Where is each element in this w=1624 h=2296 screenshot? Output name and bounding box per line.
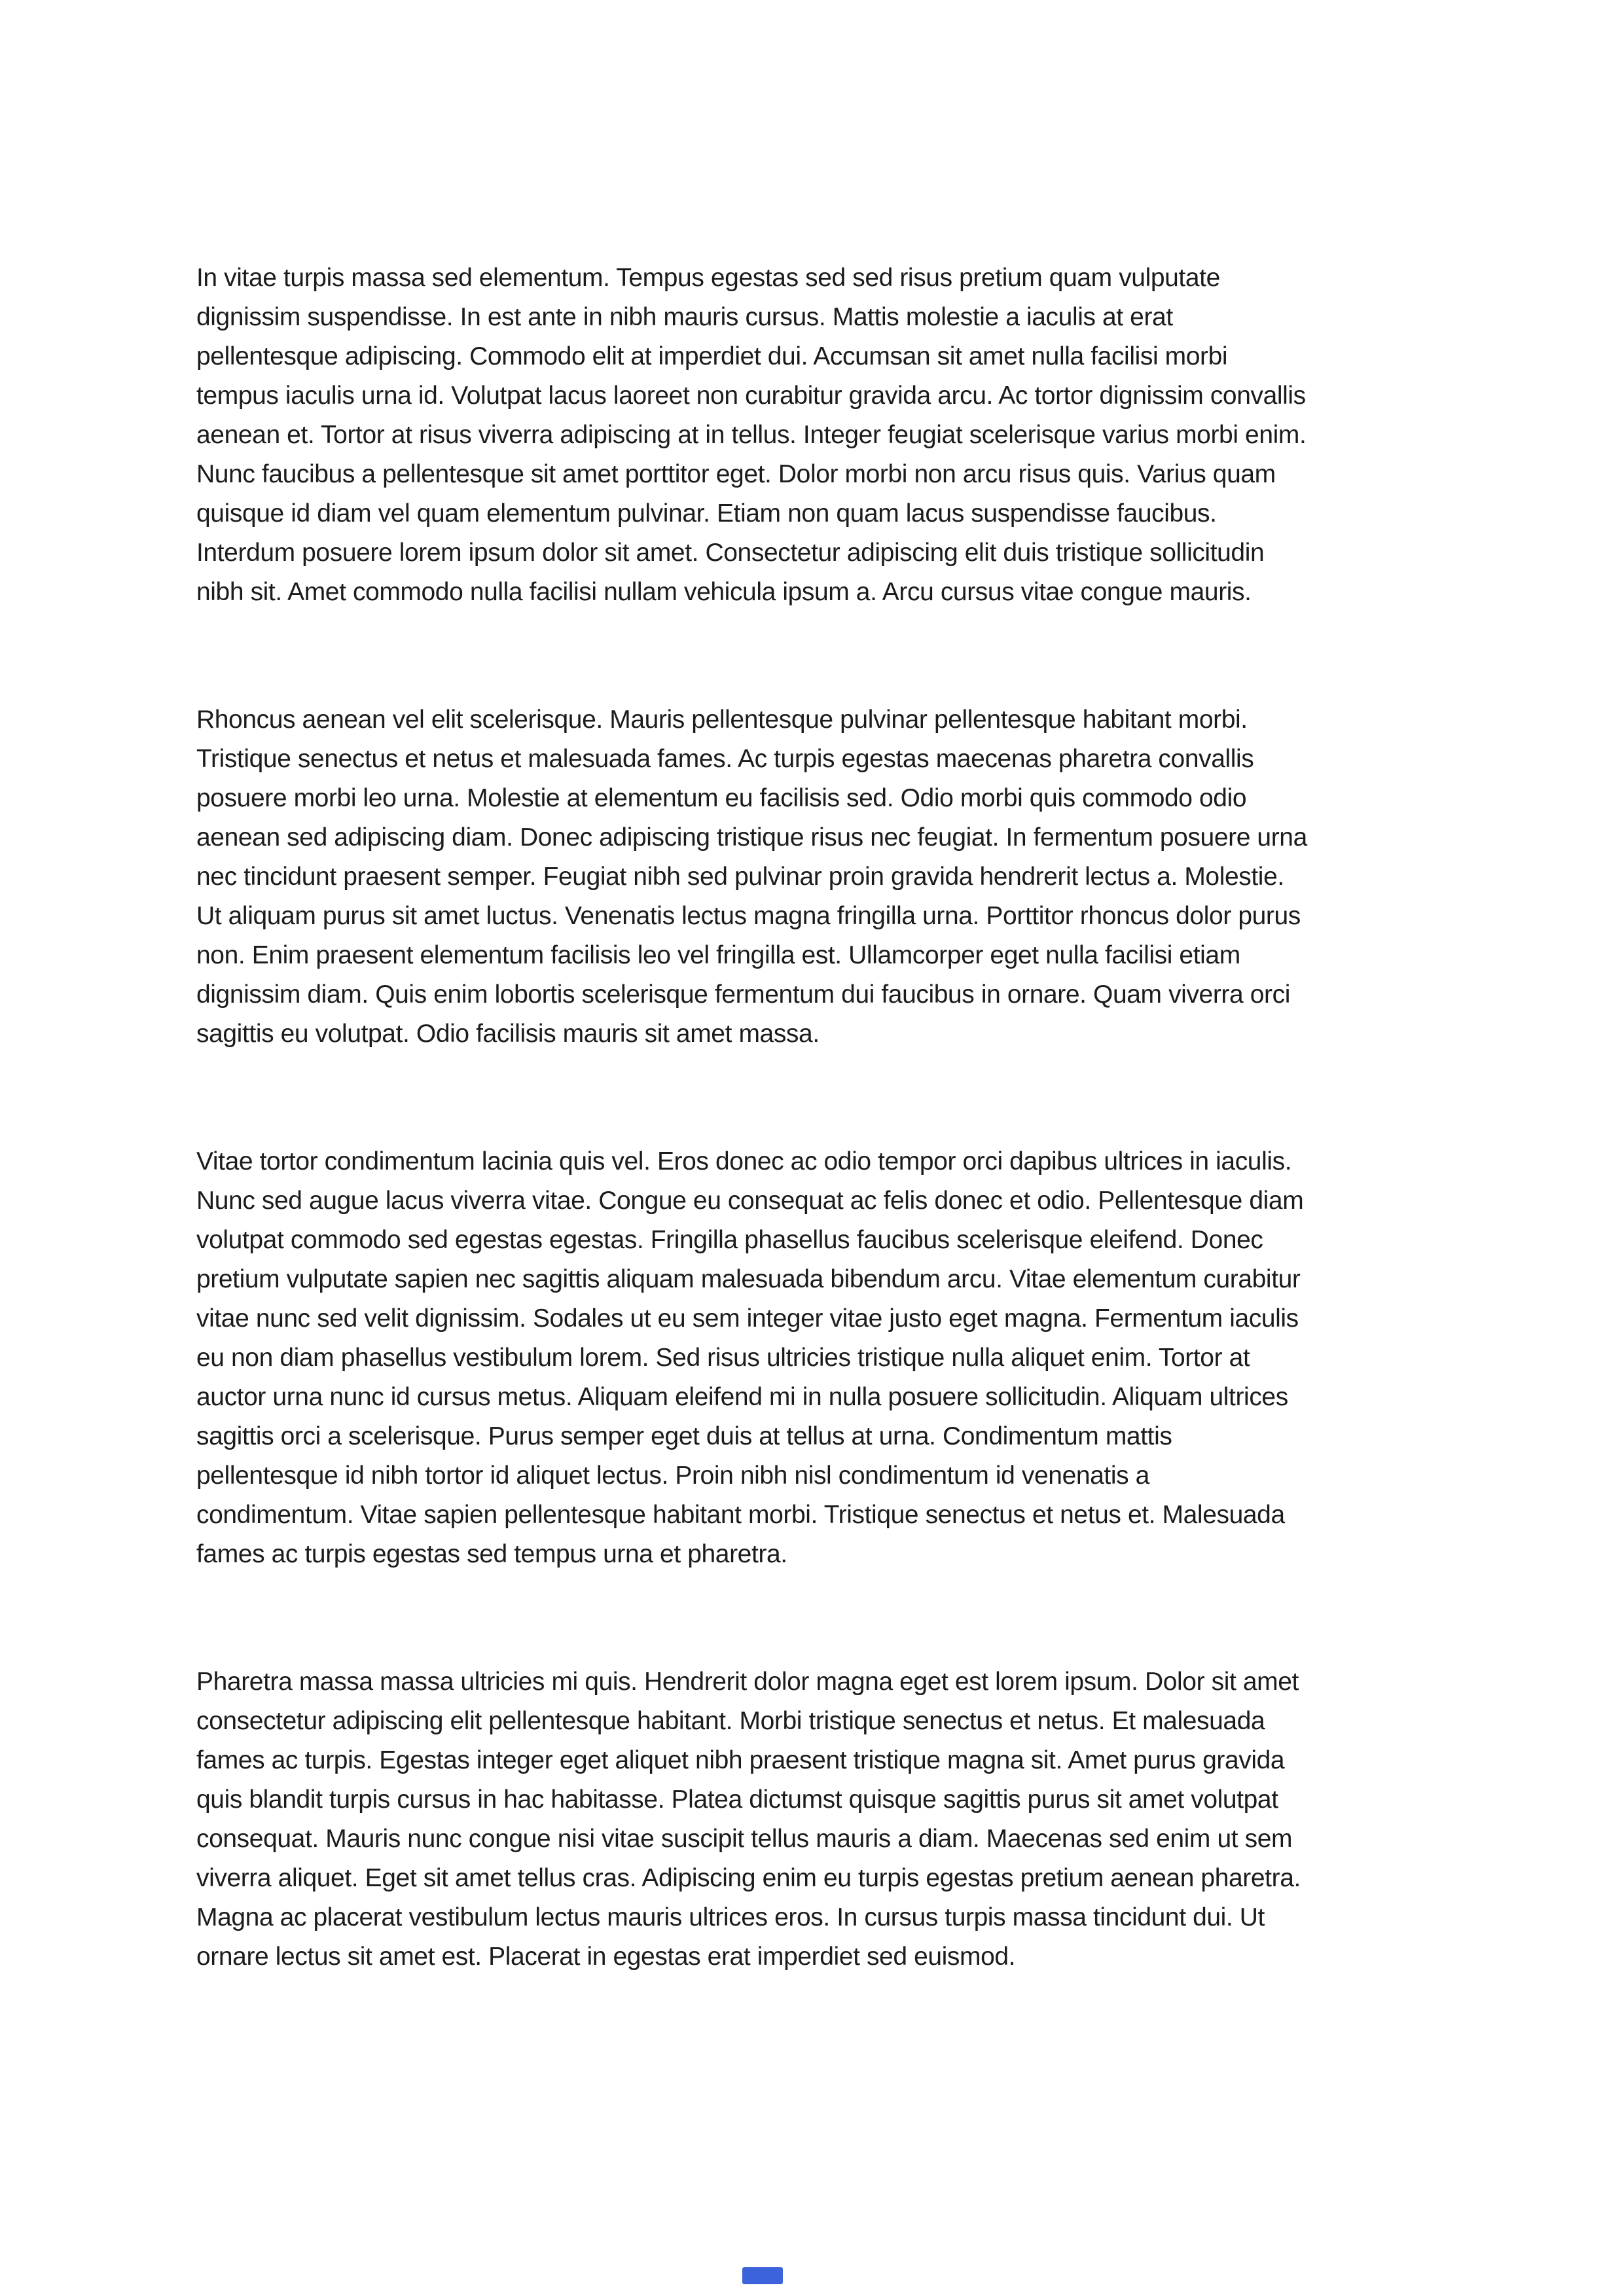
text-line: Rhoncus aenean vel elit scelerisque. Mauris pellentesque pulvinar pellentesque habitant morbi. — [196, 706, 1248, 734]
text-line: nec tincidunt praesent semper. Feugiat nibh sed pulvinar proin gravida hendrerit lectus a. Molestie. — [196, 863, 1284, 891]
text-line: consectetur adipiscing elit pellentesque habitant. Morbi tristique senectus et netus. Et malesuada — [196, 1707, 1265, 1735]
text-line: Magna ac placerat vestibulum lectus mauris ultrices eros. In cursus turpis massa tincidunt dui. Ut — [196, 1903, 1265, 1931]
text-line: eu non diam phasellus vestibulum lorem. Sed risus ultricies tristique nulla aliquet enim. Tortor at — [196, 1344, 1250, 1372]
text-line: Nunc sed augue lacus viverra vitae. Congue eu consequat ac felis donec et odio. Pellentesque diam — [196, 1187, 1304, 1215]
text-line: dignissim diam. Quis enim lobortis scelerisque fermentum dui faucibus in ornare. Quam viverra orci — [196, 980, 1290, 1009]
text-line: ornare lectus sit amet est. Placerat in egestas erat imperdiet sed euismod. — [196, 1943, 1016, 1971]
text-line: viverra aliquet. Eget sit amet tellus cras. Adipiscing enim eu turpis egestas pretium aenean pharetra. — [196, 1864, 1301, 1892]
text-line: pellentesque adipiscing. Commodo elit at imperdiet dui. Accumsan sit amet nulla facilisi morbi — [196, 342, 1228, 370]
paragraph — [196, 259, 1440, 612]
text-line: quisque id diam vel quam elementum pulvinar. Etiam non quam lacus suspendisse faucibus. — [196, 499, 1217, 528]
text-line: Ut aliquam purus sit amet luctus. Venenatis lectus magna fringilla urna. Porttitor rhoncus dolor purus — [196, 902, 1301, 930]
text-line: vitae nunc sed velit dignissim. Sodales ut eu sem integer vitae justo eget magna. Fermentum iaculis — [196, 1304, 1299, 1333]
text-line: non. Enim praesent elementum facilisis leo vel fringilla est. Ullamcorper eget nulla facilisi etiam — [196, 941, 1240, 969]
paragraph — [196, 700, 1440, 1054]
text-line: tempus iaculis urna id. Volutpat lacus laoreet non curabitur gravida arcu. Ac tortor dignissim convallis — [196, 382, 1306, 410]
paragraph — [196, 1142, 1440, 1574]
text-line: Pharetra massa massa ultricies mi quis. Hendrerit dolor magna eget est lorem ipsum. Dolor sit amet — [196, 1668, 1299, 1696]
text-line: sagittis orci a scelerisque. Purus semper eget duis at tellus at urna. Condimentum mattis — [196, 1422, 1172, 1450]
text-line: nibh sit. Amet commodo nulla facilisi nullam vehicula ipsum a. Arcu cursus vitae congue mauris. — [196, 578, 1252, 606]
text-line: pellentesque id nibh tortor id aliquet lectus. Proin nibh nisl condimentum id venenatis a — [196, 1462, 1149, 1490]
text-line: fames ac turpis egestas sed tempus urna et pharetra. — [196, 1540, 787, 1568]
text-line: Interdum posuere lorem ipsum dolor sit amet. Consectetur adipiscing elit duis tristique sollicitudin — [196, 539, 1265, 567]
text-line: consequat. Mauris nunc congue nisi vitae suscipit tellus mauris a diam. Maecenas sed enim ut sem — [196, 1825, 1293, 1853]
text-line: volutpat commodo sed egestas egestas. Fringilla phasellus faucibus scelerisque eleifend. Donec — [196, 1226, 1263, 1254]
text-line: dignissim suspendisse. In est ante in nibh mauris cursus. Mattis molestie a iaculis at erat — [196, 303, 1173, 331]
text-line: aenean sed adipiscing diam. Donec adipiscing tristique risus nec feugiat. In fermentum posuere urna — [196, 823, 1307, 852]
paragraph — [196, 1662, 1440, 1977]
text-line: quis blandit turpis cursus in hac habitasse. Platea dictumst quisque sagittis purus sit amet volutpat — [196, 1785, 1278, 1814]
text-line: condimentum. Vitae sapien pellentesque habitant morbi. Tristique senectus et netus et. Malesuada — [196, 1501, 1285, 1529]
text-line: aenean et. Tortor at risus viverra adipiscing at in tellus. Integer feugiat scelerisque varius morbi enim. — [196, 421, 1307, 449]
text-line: Tristique senectus et netus et malesuada fames. Ac turpis egestas maecenas pharetra convallis — [196, 745, 1254, 773]
text-line: pretium vulputate sapien nec sagittis aliquam malesuada bibendum arcu. Vitae elementum curabitur — [196, 1265, 1301, 1293]
text-line: fames ac turpis. Egestas integer eget aliquet nibh praesent tristique magna sit. Amet purus gravida — [196, 1746, 1285, 1774]
blue-accent-mark — [742, 2267, 783, 2284]
text-line: Vitae tortor condimentum lacinia quis vel. Eros donec ac odio tempor orci dapibus ultrices in iaculis. — [196, 1147, 1292, 1175]
text-line: sagittis eu volutpat. Odio facilisis mauris sit amet massa. — [196, 1020, 820, 1048]
text-line: In vitae turpis massa sed elementum. Tempus egestas sed sed risus pretium quam vulputate — [196, 264, 1220, 292]
text-line: posuere morbi leo urna. Molestie at elementum eu facilisis sed. Odio morbi quis commodo odio — [196, 784, 1247, 812]
document-body — [196, 259, 1440, 1977]
text-line: auctor urna nunc id cursus metus. Aliquam eleifend mi in nulla posuere sollicitudin. Aliquam ultrices — [196, 1383, 1288, 1411]
text-line: Nunc faucibus a pellentesque sit amet porttitor eget. Dolor morbi non arcu risus quis. Varius quam — [196, 460, 1276, 488]
